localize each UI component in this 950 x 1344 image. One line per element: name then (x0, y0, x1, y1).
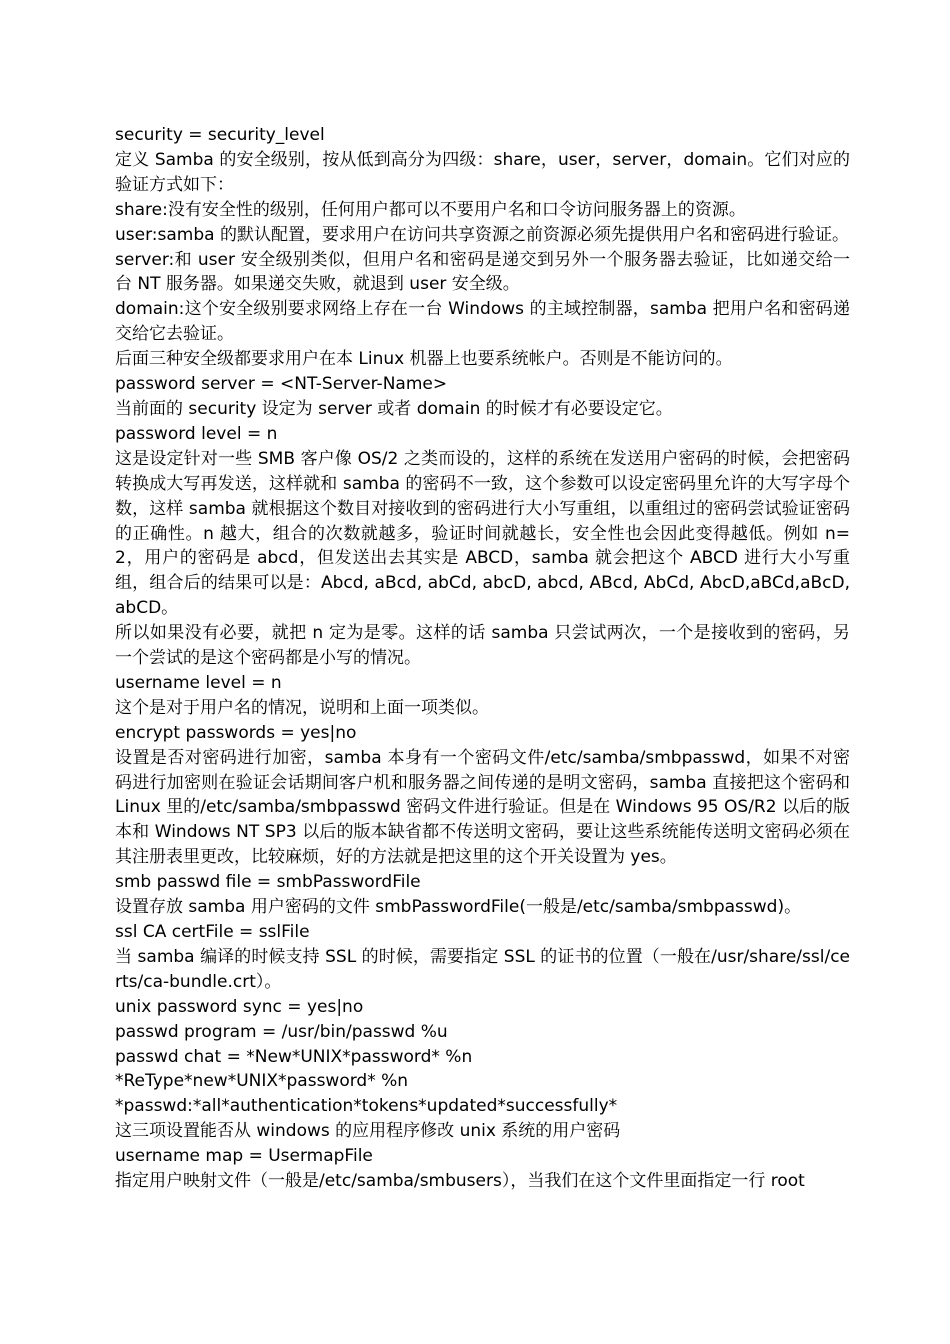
config-line-passwd-chat: passwd chat = *New*UNIX*password* %n (115, 1046, 473, 1067)
paragraph-server-level: server:和 user 安全级别类似，但用户名和密码是递交到另外一个服务器去验证，比如递交给一台 NT 服务器。如果递交失败，就退到 user 安全级。 (115, 249, 850, 295)
paragraph-passwd-sync-note: 这三项设置能否从 windows 的应用程序修改 unix 系统的用户密码 (115, 1121, 621, 1142)
config-line-smb-passwd-file: smb passwd file = smbPasswordFile (115, 872, 421, 893)
config-line-username-level: username level = n (115, 672, 282, 693)
paragraph-smb-passwd-file-note: 设置存放 samba 用户密码的文件 smbPasswordFile(一般是/etc/samba/smbpasswd)。 (115, 897, 802, 918)
config-line-security: security = security_level (115, 125, 325, 145)
paragraph-user-level: user:samba 的默认配置，要求用户在访问共享资源之前资源必须先提供用户名和密码进行验证。 (115, 224, 849, 245)
paragraph-encrypt-passwords-description: 设置是否对密码进行加密，samba 本身有一个密码文件/etc/samba/smbpasswd，如果不对密码进行加密则在验证会话期间客户机和服务器之间传递的是明文密码，samba 直接把这个密码和 Linux 里的/etc/samba/smbpasswd 密码文件进行验证。但是在 Windows 95 OS/R2 以后的版本和 Windows NT SP3 以后的版本缺省都不传送明文密码，要让这些系统能传送明文密码必须在其注册表里更改，比较麻烦，好的方法就是把这里的这个开关设置为 yes。 (115, 747, 850, 868)
config-line-passwd-chat-retype: *ReType*new*UNIX*password* %n (115, 1071, 409, 1092)
config-line-encrypt-passwords: encrypt passwords = yes|no (115, 722, 357, 743)
document-body (115, 123, 850, 1194)
paragraph-password-level-zero: 所以如果没有必要，就把 n 定为是零。这样的话 samba 只尝试两次，一个是接收到的密码，另一个尝试的是这个密码都是小写的情况。 (115, 623, 850, 669)
config-line-unix-password-sync: unix password sync = yes|no (115, 996, 364, 1017)
paragraph-password-server-note: 当前面的 security 设定为 server 或者 domain 的时候才有必要设定它。 (115, 398, 673, 419)
paragraph-password-level-description: 这是设定针对一些 SMB 客户像 OS/2 之类而设的，这样的系统在发送用户密码的时候，会把密码转换成大写再发送，这样就和 samba 的密码不一致，这个参数可以设定密码里允许的大写字母个数，这样 samba 就根据这个数目对接收到的密码进行大小写重组，以重组过的密码尝试验证密码的正确性。n 越大，组合的次数就越多，验证时间就越长，安全性也会因此变得越低。例如 n=2，用户的密码是 abcd，但发送出去其实是 ABCD，samba 就会把这个 ABCD 进行大小写重组，组合后的结果可以是：Abcd, aBcd, abCd, abcD, abcd, ABcd, AbCd, AbcD,aBCd,aBcD,abCD。 (115, 448, 850, 619)
config-line-password-server: password server = <NT-Server-Name> (115, 374, 448, 395)
config-line-username-map: username map = UsermapFile (115, 1146, 373, 1167)
paragraph-security-description: 定义 Samba 的安全级别，按从低到高分为四级：share，user，server，domain。它们对应的验证方式如下： (115, 149, 850, 195)
config-line-passwd-program: passwd program = /usr/bin/passwd %u (115, 1021, 448, 1042)
paragraph-ssl-note: 当 samba 编译的时候支持 SSL 的时候，需要指定 SSL 的证书的位置（一般在/usr/share/ssl/certs/ca-bundle.crt）。 (115, 946, 850, 992)
paragraph-share-level: share:没有安全性的级别，任何用户都可以不要用户名和口令访问服务器上的资源。 (115, 199, 746, 220)
config-line-password-level: password level = n (115, 423, 278, 444)
paragraph-username-map-note: 指定用户映射文件（一般是/etc/samba/smbusers），当我们在这个文件里面指定一行 root (115, 1171, 805, 1192)
paragraph-domain-level: domain:这个安全级别要求网络上存在一台 Windows 的主域控制器，samba 把用户名和密码递交给它去验证。 (115, 299, 850, 345)
paragraph-system-account-note: 后面三种安全级都要求用户在本 Linux 机器上也要系统帐户。否则是不能访问的。 (115, 349, 733, 370)
config-line-passwd-chat-success: *passwd:*all*authentication*tokens*updated*successfully* (115, 1096, 618, 1117)
config-line-ssl-ca-certfile: ssl CA certFile = sslFile (115, 922, 310, 942)
paragraph-username-level-note: 这个是对于用户名的情况，说明和上面一项类似。 (115, 697, 489, 718)
